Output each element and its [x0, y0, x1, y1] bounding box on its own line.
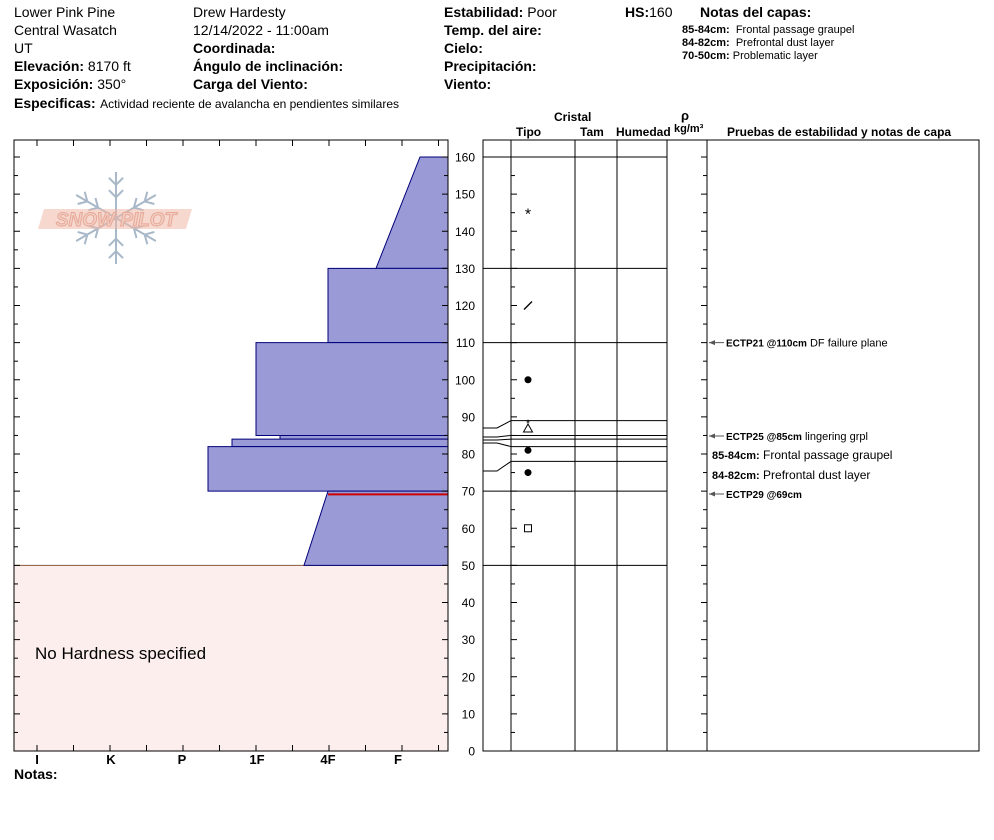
- snowflake-branch: [78, 232, 88, 235]
- specifics-label: Especificas:: [14, 95, 96, 111]
- grain-newsnow-icon: *: [524, 206, 532, 224]
- snowflake-branch: [145, 232, 155, 235]
- hardness-layers: [208, 157, 448, 565]
- grain-round-icon: [525, 469, 532, 476]
- test-arrowhead: [709, 340, 715, 345]
- layer-comments: [712, 448, 892, 482]
- hs-value: 160: [649, 4, 673, 20]
- logo-text: SNOW PILOT: [55, 210, 177, 231]
- col-tipo: Tipo: [516, 125, 542, 139]
- depth-label: 40: [461, 596, 475, 610]
- col-tests: Pruebas de estabilidad y notas de capa: [727, 125, 952, 139]
- layer-boundary-connector: [483, 421, 511, 428]
- depth-label: 100: [454, 373, 475, 388]
- snowflake-branch: [116, 178, 123, 185]
- coord-label: Coordinada:: [193, 40, 276, 56]
- stability-value: Poor: [527, 4, 557, 20]
- hardness-label: K: [106, 752, 116, 767]
- grain-panel-frame: [483, 140, 979, 751]
- depth-label: 0: [468, 744, 475, 759]
- snowflake-branch: [78, 201, 88, 204]
- hardness-layer: [376, 157, 448, 268]
- hardness-label: P: [177, 752, 187, 767]
- snowflake-branch: [109, 178, 116, 185]
- depth-label: 160: [454, 150, 475, 165]
- depth-axis-labels: [455, 151, 475, 759]
- elevation-label: Elevación:: [14, 58, 85, 74]
- state: UT: [14, 40, 33, 56]
- snowflake-branch: [116, 251, 123, 258]
- col-humedad: Humedad: [616, 125, 671, 139]
- hardness-layer: [280, 435, 448, 439]
- hardness-label: I: [35, 752, 39, 767]
- depth-label: 50: [461, 558, 475, 573]
- hardness-layer: [304, 491, 448, 565]
- mountain-range: Central Wasatch: [14, 22, 117, 38]
- hardness-label: 1F: [249, 752, 265, 767]
- wind-load-label: Carga del Viento:: [193, 76, 308, 92]
- layer-boundary-connector: [483, 435, 511, 437]
- hardness-label: F: [394, 752, 402, 767]
- grain-graupel-star: *: [525, 418, 531, 431]
- wind-label: Viento:: [444, 76, 492, 92]
- sky-label: Cielo:: [444, 40, 483, 56]
- notes-label: Notas:: [14, 766, 58, 782]
- snowflake-branch: [109, 239, 116, 246]
- col-cristal: Cristal: [554, 110, 592, 124]
- depth-label: 110: [455, 336, 475, 351]
- depth-label: 150: [454, 187, 475, 202]
- hs-label: HS:: [625, 4, 650, 20]
- elevation-value: 8170 ft: [87, 58, 131, 74]
- hardness-layer: [256, 343, 448, 436]
- precip-label: Precipitación:: [444, 58, 537, 74]
- depth-label: 80: [461, 447, 475, 462]
- layer-boundary-connector: [483, 443, 511, 447]
- stability-test: ECTP21 @110cm DF failure plane: [726, 337, 888, 350]
- grain-decomposed-icon: [524, 302, 532, 310]
- depth-label: 140: [454, 224, 475, 239]
- observer: Drew Hardesty: [193, 4, 286, 20]
- stability-test: ECTP29 @69cm: [726, 490, 802, 501]
- depth-label: 20: [461, 670, 475, 685]
- hardness-layer: [232, 439, 448, 446]
- snowpilot-logo: [38, 172, 192, 264]
- depth-label: 10: [461, 707, 475, 722]
- stability-test: ECTP25 @85cm lingering grpl: [726, 431, 868, 443]
- depth-label: 60: [461, 521, 475, 536]
- test-arrowhead: [709, 492, 715, 497]
- layer-boundary-connector: [483, 461, 511, 471]
- location-name: Lower Pink Pine: [14, 4, 116, 20]
- layer-comment: 85-84cm: Frontal passage graupel: [712, 448, 893, 462]
- datetime: 12/14/2022 - 11:00am: [193, 22, 329, 38]
- no-hardness-label: No Hardness specified: [35, 644, 207, 663]
- depth-label: 120: [454, 299, 475, 313]
- col-density-unit: kg/m³: [674, 123, 704, 135]
- aspect-value: 350°: [97, 76, 127, 92]
- snowflake-branch: [116, 190, 123, 197]
- layer-note: 70-50cm: Problematic layer: [682, 50, 818, 62]
- stability-label: Estabilidad:: [444, 4, 524, 20]
- grain-symbols: [524, 207, 533, 532]
- slope-label: Ángulo de inclinación:: [193, 58, 344, 74]
- depth-label: 30: [461, 633, 475, 648]
- col-rho: ρ: [681, 108, 690, 123]
- depth-label: 70: [461, 484, 475, 499]
- grain-column-dividers: [511, 140, 707, 751]
- snowflake-branch: [145, 201, 155, 204]
- layer-notes-title: Notas del capas:: [700, 4, 812, 20]
- hardness-label: 4F: [320, 752, 336, 767]
- specifics-value: Actividad reciente de avalancha en pendientes similares: [100, 97, 400, 111]
- depth-label: 90: [461, 410, 475, 425]
- snowflake-branch: [116, 239, 123, 246]
- layer-comment: 84-82cm: Prefrontal dust layer: [712, 468, 871, 482]
- depth-label: 130: [454, 261, 475, 276]
- grain-facet-icon: [525, 525, 532, 532]
- layer-note: 84-82cm: Prefrontal dust layer: [682, 37, 835, 49]
- grain-round-icon: [525, 376, 532, 383]
- aspect-label: Exposición:: [14, 76, 94, 92]
- snowflake-branch: [109, 190, 116, 197]
- hardness-layer: [208, 447, 448, 492]
- air-temp-label: Temp. del aire:: [444, 22, 542, 38]
- grain-round-icon: [525, 447, 532, 454]
- snowflake-branch: [109, 251, 116, 258]
- test-arrowhead: [709, 434, 715, 439]
- hardness-layer: [328, 268, 448, 342]
- layer-note: 85-84cm: Frontal passage graupel: [682, 24, 855, 36]
- col-tam: Tam: [580, 125, 604, 139]
- hardness-axis-labels: [35, 752, 402, 767]
- layer-boundary-connector: [483, 439, 511, 440]
